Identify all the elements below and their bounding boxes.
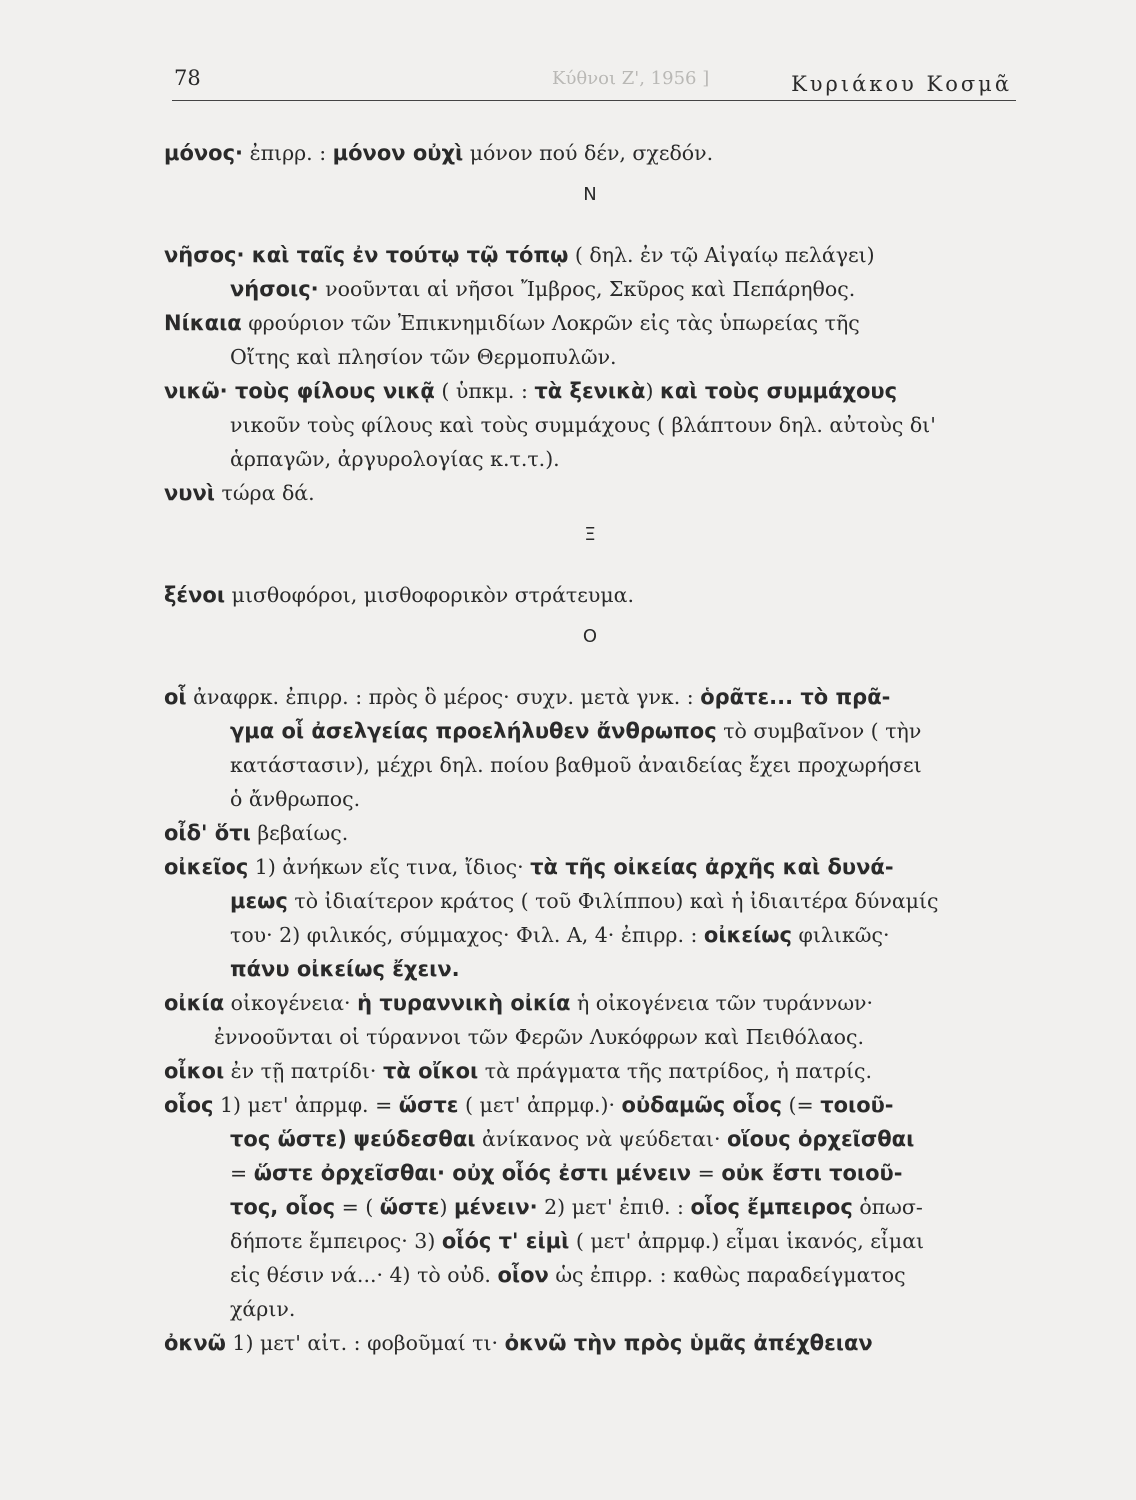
definition-text: ( ὑπκμ. : bbox=[434, 379, 535, 403]
bold-phrase: ἡ τυραννικὴ οἰκία bbox=[357, 991, 571, 1015]
headword: οἷ bbox=[164, 685, 187, 709]
definition-text: ( μετ' ἀπρμφ.) εἶμαι ἱκανός, εἶμαι bbox=[569, 1229, 925, 1253]
definition-text: ) bbox=[645, 379, 660, 403]
bold-phrase: οἰκείως bbox=[703, 923, 793, 947]
headword: νῆσος· καὶ ταῖς ἐν τούτῳ τῷ τόπῳ bbox=[164, 243, 569, 267]
headword: πάνυ οἰκείως ἔχειν. bbox=[230, 957, 460, 981]
bold-phrase: οἷον bbox=[497, 1263, 549, 1287]
entry-continuation-line bbox=[164, 1122, 1016, 1156]
bold-phrase: ψεύδεσθαι bbox=[353, 1127, 476, 1151]
bleed-through-text: Κύθνοι Ζ', 1956 ] bbox=[552, 68, 710, 89]
definition-text: ὡς ἐπιρρ. : καθὼς παραδείγματος bbox=[548, 1263, 906, 1287]
definition-text: τὰ πράγματα τῆς πατρίδος, ἡ πατρίς. bbox=[478, 1059, 873, 1083]
definition-text: ἐπιρρ. : bbox=[243, 141, 333, 165]
bold-phrase: τὰ ξενικὰ bbox=[534, 379, 646, 403]
headword: οἷος bbox=[164, 1093, 214, 1117]
definition-text: Οἴτης καὶ πλησίον τῶν Θερμοπυλῶν. bbox=[230, 345, 617, 369]
bold-phrase: τὰ οἴκοι bbox=[382, 1059, 479, 1083]
running-title: Κυριάκου Κοσμᾶ bbox=[791, 72, 1012, 96]
definition-text: ἁρπαγῶν, ἀργυρολογίας κ.τ.τ.). bbox=[230, 447, 560, 471]
glossary-entry bbox=[164, 578, 1016, 612]
entry-continuation-line bbox=[164, 748, 1016, 782]
entry-continuation-line bbox=[164, 340, 1016, 374]
bold-phrase: οἵους ὀρχεῖσθαι bbox=[727, 1127, 915, 1151]
definition-text: οἰκογένεια· bbox=[224, 991, 358, 1015]
definition-text: δήποτε ἔμπειρος· 3) bbox=[230, 1229, 442, 1253]
bold-phrase: ὀκνῶ τὴν πρὸς ὑμᾶς ἀπέχθειαν bbox=[504, 1331, 873, 1355]
definition-text: 1) ἀνήκων εἴς τινα, ἴδιος· bbox=[248, 855, 531, 879]
headword: οἶκοι bbox=[164, 1059, 225, 1083]
entry-continuation-line bbox=[164, 1292, 1016, 1326]
definition-text: 2) μετ' ἐπιθ. : bbox=[537, 1195, 691, 1219]
definition-text: μισθοφόροι, μισθοφορικὸν στράτευμα. bbox=[225, 583, 635, 607]
entry-continuation-line bbox=[164, 714, 1016, 748]
bold-phrase: τοιοῦ- bbox=[820, 1093, 894, 1117]
section-letter: Ο bbox=[582, 626, 598, 647]
definition-text: ) bbox=[439, 1195, 455, 1219]
definition-text: ἐν τῇ πατρίδι· bbox=[224, 1059, 383, 1083]
definition-text: = bbox=[230, 1161, 254, 1185]
headword: οἰκία bbox=[164, 991, 225, 1015]
definition-text: ἀναφρκ. ἐπιρρ. : πρὸς ὃ μέρος· συχν. μετὰ γνκ. : bbox=[186, 685, 701, 709]
definition-text: ἡ οἰκογένεια τῶν τυράννων· bbox=[570, 991, 874, 1015]
headword: τος ὥστε) bbox=[230, 1127, 347, 1151]
entry-continuation-line bbox=[164, 952, 1016, 986]
headword: νικῶ· τοὺς φίλους νικᾷ bbox=[164, 379, 435, 403]
headword: ξένοι bbox=[164, 583, 226, 607]
definition-text: νοοῦνται αἱ νῆσοι Ἴμβρος, Σκῦρος καὶ Πεπάρηθος. bbox=[318, 277, 856, 301]
definition-text: κατάστασιν), μέχρι δηλ. ποίου βαθμοῦ ἀναιδείας ἔχει προχωρήσει bbox=[230, 753, 922, 777]
bold-phrase: τὰ τῆς οἰκείας ἀρχῆς καὶ δυνά- bbox=[530, 855, 894, 879]
headword: νυνὶ bbox=[164, 481, 215, 505]
bold-phrase: οἷος ἔμπειρος bbox=[690, 1195, 853, 1219]
page-number: 78 bbox=[174, 66, 201, 90]
section-letter: Ξ bbox=[584, 524, 596, 545]
definition-text: (= bbox=[781, 1093, 821, 1117]
headword: τος, οἷος bbox=[230, 1195, 336, 1219]
glossary-entry bbox=[164, 816, 1016, 850]
glossary-entry bbox=[164, 1088, 1016, 1122]
definition-text: = ( bbox=[335, 1195, 380, 1219]
entry-continuation-line bbox=[164, 918, 1016, 952]
bold-phrase: οἷός τ' εἰμὶ bbox=[441, 1229, 570, 1253]
glossary-body bbox=[164, 136, 1016, 1360]
definition-text: τώρα δά. bbox=[214, 481, 315, 505]
headword: Νίκαια bbox=[164, 311, 242, 335]
section-letter: Ν bbox=[583, 184, 597, 205]
definition-text: ὁ ἄνθρωπος. bbox=[230, 787, 361, 811]
glossary-entry bbox=[164, 680, 1016, 714]
glossary-entry bbox=[164, 374, 1016, 408]
bold-phrase: μένειν· bbox=[454, 1195, 538, 1219]
bold-phrase: ὥστε ὀρχεῖσθαι· οὐχ οἷός ἐστι μένειν bbox=[253, 1161, 692, 1185]
definition-text: τὸ ἰδιαίτερον κράτος ( τοῦ Φιλίππου) καὶ ἡ ἰδιαιτέρα δύναμίς bbox=[287, 889, 939, 913]
headword: νήσοις· bbox=[230, 277, 319, 301]
entry-continuation-line bbox=[164, 1156, 1016, 1190]
definition-text: του· 2) φιλικός, σύμμαχος· Φιλ. Α, 4· ἐπιρρ. : bbox=[230, 923, 704, 947]
definition-text: βεβαίως. bbox=[250, 821, 349, 845]
bold-phrase: μόνον οὐχὶ bbox=[332, 141, 464, 165]
definition-text: χάριν. bbox=[230, 1297, 296, 1321]
headword: οἶδ' ὅτι bbox=[164, 821, 251, 845]
bold-phrase: ὥστε bbox=[398, 1093, 459, 1117]
entry-continuation-line bbox=[164, 1020, 1016, 1054]
definition-text: φιλικῶς· bbox=[792, 923, 890, 947]
glossary-entry bbox=[164, 238, 1016, 272]
bold-phrase: καὶ τοὺς συμμάχους bbox=[659, 379, 898, 403]
glossary-entry bbox=[164, 1326, 1016, 1360]
glossary-entry bbox=[164, 986, 1016, 1020]
entry-continuation-line bbox=[164, 1190, 1016, 1224]
entry-continuation-line bbox=[164, 442, 1016, 476]
definition-text: ( δηλ. ἐν τῷ Αἰγαίῳ πελάγει) bbox=[568, 243, 875, 267]
headword: ὀκνῶ bbox=[164, 1331, 226, 1355]
definition-text: φρούριον τῶν Ἐπικνημιδίων Λοκρῶν εἰς τὰς ὑπωρείας τῆς bbox=[241, 311, 860, 335]
page-header bbox=[172, 66, 1016, 101]
definition-text: ἀνίκανος νὰ ψεύδεται· bbox=[475, 1127, 727, 1151]
definition-text: μόνον πού δέν, σχεδόν. bbox=[463, 141, 714, 165]
definition-text: = bbox=[691, 1161, 722, 1185]
headword: οἰκεῖος bbox=[164, 855, 249, 879]
definition-text: 1) μετ' αἰτ. : φοβοῦμαί τι· bbox=[225, 1331, 505, 1355]
definition-text: ( μετ' ἀπρμφ.)· bbox=[458, 1093, 622, 1117]
definition-text: 1) μετ' ἀπρμφ. = bbox=[213, 1093, 399, 1117]
entry-continuation-line bbox=[164, 884, 1016, 918]
headword: μεως bbox=[230, 889, 288, 913]
definition-text: ὁπωσ- bbox=[852, 1195, 923, 1219]
bold-phrase: οὐδαμῶς οἷος bbox=[621, 1093, 782, 1117]
headword: γμα οἷ ἀσελγείας προελήλυθεν ἄνθρωπος bbox=[230, 719, 717, 743]
glossary-entry bbox=[164, 306, 1016, 340]
definition-text: νικοῦν τοὺς φίλους καὶ τοὺς συμμάχους ( βλάπτουν δηλ. αὐτοὺς δι' bbox=[230, 413, 936, 437]
entry-continuation-line bbox=[164, 1224, 1016, 1258]
entry-continuation-line bbox=[164, 1258, 1016, 1292]
bold-phrase: οὐκ ἔστι τοιοῦ- bbox=[721, 1161, 903, 1185]
definition-text: τὸ συμβαῖνον ( τὴν bbox=[716, 719, 922, 743]
definition-text: ἐννοοῦνται οἱ τύραννοι τῶν Φερῶν Λυκόφρων καὶ Πειθόλαος. bbox=[214, 1025, 865, 1049]
glossary-entry bbox=[164, 1054, 1016, 1088]
bold-phrase: ὁρᾶτε... τὸ πρᾶ- bbox=[700, 685, 891, 709]
entry-continuation-line bbox=[164, 782, 1016, 816]
definition-text: εἰς θέσιν νά...· 4) τὸ οὐδ. bbox=[230, 1263, 498, 1287]
headword: μόνος· bbox=[164, 141, 244, 165]
bold-phrase: ὥστε bbox=[379, 1195, 440, 1219]
glossary-entry bbox=[164, 850, 1016, 884]
glossary-entry bbox=[164, 476, 1016, 510]
entry-continuation-line bbox=[164, 272, 1016, 306]
entry-continuation-line bbox=[164, 408, 1016, 442]
glossary-entry bbox=[164, 136, 1016, 170]
